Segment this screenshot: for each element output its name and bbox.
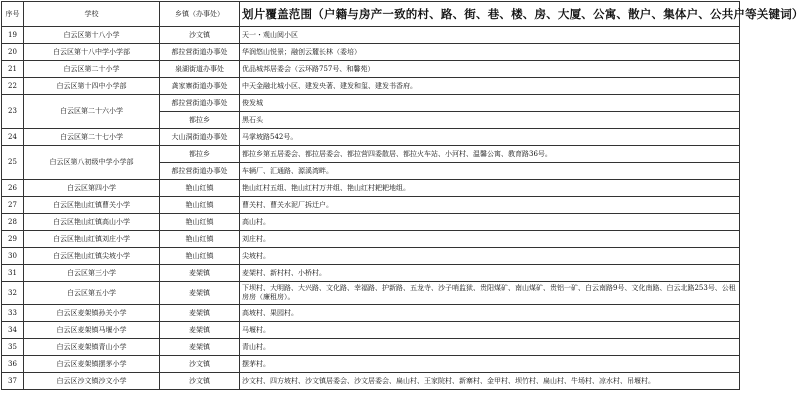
table-row xyxy=(2,248,740,265)
row-town: 艳山红镇 xyxy=(160,231,240,248)
row-seq: 23 xyxy=(2,95,24,129)
row-scope: 艳山红村五组、艳山红村万井组、艳山红村耙耙地组。 xyxy=(240,180,740,197)
row-scope: 优品城邦居委会（云环路757号、和馨苑） xyxy=(240,61,740,78)
table-row xyxy=(2,146,740,163)
row-seq: 25 xyxy=(2,146,24,180)
row-school: 白云区艳山红镇刘庄小学 xyxy=(24,231,160,248)
row-seq: 32 xyxy=(2,282,24,305)
row-town: 麦架镇 xyxy=(160,339,240,356)
row-town: 都拉营街道办事处 xyxy=(160,44,240,61)
row-seq: 24 xyxy=(2,129,24,146)
table-row xyxy=(2,214,740,231)
row-scope: 下坝村、大明路、大兴路、文化路、幸福路、护新路、五龙寺、沙子哨监狱、贵阳煤矿、南山煤矿、贵铝一矿、白云南路9号、文化南路、白云北路253号、公租房房（廉租房）。 xyxy=(240,282,740,305)
row-scope: 尖坡村。 xyxy=(240,248,740,265)
row-seq: 21 xyxy=(2,61,24,78)
table-row xyxy=(2,373,740,390)
row-scope: 摆茅村。 xyxy=(240,356,740,373)
row-school: 白云区第三小学 xyxy=(24,265,160,282)
table-row xyxy=(2,78,740,95)
row-town: 沙文镇 xyxy=(160,27,240,44)
row-town: 都拉营街道办事处 xyxy=(160,163,240,180)
table-row xyxy=(2,265,740,282)
table-row xyxy=(2,44,740,61)
row-town: 艳山红镇 xyxy=(160,248,240,265)
row-scope: 华润悠山悦景；融创云麓长林（委培） xyxy=(240,44,740,61)
row-scope: 刘庄村。 xyxy=(240,231,740,248)
row-school: 白云区麦架镇青山小学 xyxy=(24,339,160,356)
row-scope: 车辆厂、汇通路、源溪湾畔。 xyxy=(240,163,740,180)
row-seq: 36 xyxy=(2,356,24,373)
table-row xyxy=(2,305,740,322)
row-town: 艳山红镇 xyxy=(160,214,240,231)
row-seq: 30 xyxy=(2,248,24,265)
school-district-table xyxy=(1,1,804,390)
row-seq: 26 xyxy=(2,180,24,197)
row-seq: 28 xyxy=(2,214,24,231)
row-seq: 35 xyxy=(2,339,24,356)
row-seq: 20 xyxy=(2,44,24,61)
table-row xyxy=(2,95,740,112)
row-town: 麦架镇 xyxy=(160,305,240,322)
row-scope: 马堰村。 xyxy=(240,322,740,339)
row-town: 沙文镇 xyxy=(160,356,240,373)
row-school: 白云区沙文镇沙文小学 xyxy=(24,373,160,390)
row-town: 麦架镇 xyxy=(160,282,240,305)
row-town: 麦架镇 xyxy=(160,265,240,282)
row-school: 白云区第四小学 xyxy=(24,180,160,197)
row-scope: 中天金融北城小区、建发央著、建发和玺、建发书香府。 xyxy=(240,78,740,95)
row-scope: 天一・观山阅小区 xyxy=(240,27,740,44)
row-school: 白云区第八初级中学小学部 xyxy=(24,146,160,180)
row-town: 都拉乡 xyxy=(160,112,240,129)
row-school: 白云区第二十六小学 xyxy=(24,95,160,129)
row-school: 白云区第十四中小学部 xyxy=(24,78,160,95)
table-row xyxy=(2,197,740,214)
row-school: 白云区第五小学 xyxy=(24,282,160,305)
table-row xyxy=(2,339,740,356)
row-seq: 29 xyxy=(2,231,24,248)
row-scope: 高山村。 xyxy=(240,214,740,231)
row-seq: 31 xyxy=(2,265,24,282)
table-row xyxy=(2,322,740,339)
header-row xyxy=(2,2,740,27)
row-town: 艳山红镇 xyxy=(160,180,240,197)
header-school: 学校 xyxy=(24,2,160,27)
row-school: 白云区麦架镇摆茅小学 xyxy=(24,356,160,373)
row-school: 白云区麦架镇孙关小学 xyxy=(24,305,160,322)
row-seq: 22 xyxy=(2,78,24,95)
row-school: 白云区艳山红镇尖坡小学 xyxy=(24,248,160,265)
row-town: 泉湖街道办事处 xyxy=(160,61,240,78)
table-row xyxy=(2,61,740,78)
row-scope: 都拉乡第五居委会、都拉居委会、都拉营四委散居、都拉火车站、小河村、温馨公寓、教育路36号。 xyxy=(240,146,740,163)
row-school: 白云区艳山红镇高山小学 xyxy=(24,214,160,231)
header-town: 乡镇（办事处） xyxy=(160,2,240,27)
row-school: 白云区麦架镇马堰小学 xyxy=(24,322,160,339)
row-scope: 马掌坡路542号。 xyxy=(240,129,740,146)
row-town: 大山洞街道办事处 xyxy=(160,129,240,146)
row-seq: 37 xyxy=(2,373,24,390)
row-town: 都拉乡 xyxy=(160,146,240,163)
table-row xyxy=(2,129,740,146)
row-scope: 沙文村、四方坡村、沙文镇居委会、沙文居委会、扁山村、王家院村、新寨村、金甲村、坝竹村、扁山村、牛场村、凉水村、吊堰村。 xyxy=(240,373,740,390)
row-seq: 34 xyxy=(2,322,24,339)
row-town: 沙文镇 xyxy=(160,373,240,390)
row-scope: 麦架村、新村村、小桥村。 xyxy=(240,265,740,282)
row-town: 龚家寨街道办事处 xyxy=(160,78,240,95)
row-town: 都拉营街道办事处 xyxy=(160,95,240,112)
table-row xyxy=(2,27,740,44)
row-scope: 高坡村、果园村。 xyxy=(240,305,740,322)
row-school: 白云区第十八小学 xyxy=(24,27,160,44)
row-scope: 青山村。 xyxy=(240,339,740,356)
row-school: 白云区第十八中学小学部 xyxy=(24,44,160,61)
row-seq: 19 xyxy=(2,27,24,44)
table-row xyxy=(2,180,740,197)
row-scope: 曹关村、曹关水泥厂拆迁户。 xyxy=(240,197,740,214)
table-row xyxy=(2,231,740,248)
row-school: 白云区艳山红镇曹关小学 xyxy=(24,197,160,214)
row-seq: 33 xyxy=(2,305,24,322)
row-town: 艳山红镇 xyxy=(160,197,240,214)
header-scope: 划片覆盖范围（户籍与房产一致的村、路、街、巷、楼、房、大厦、公寓、散户、集体户、公共户等关键词） xyxy=(240,2,740,27)
row-school: 白云区第二十小学 xyxy=(24,61,160,78)
row-town: 麦架镇 xyxy=(160,322,240,339)
header-seq: 序号 xyxy=(2,2,24,27)
row-seq: 27 xyxy=(2,197,24,214)
row-school: 白云区第二十七小学 xyxy=(24,129,160,146)
row-scope: 黑石头 xyxy=(240,112,740,129)
row-scope: 俊发城 xyxy=(240,95,740,112)
table-row xyxy=(2,356,740,373)
table-row xyxy=(2,282,740,305)
